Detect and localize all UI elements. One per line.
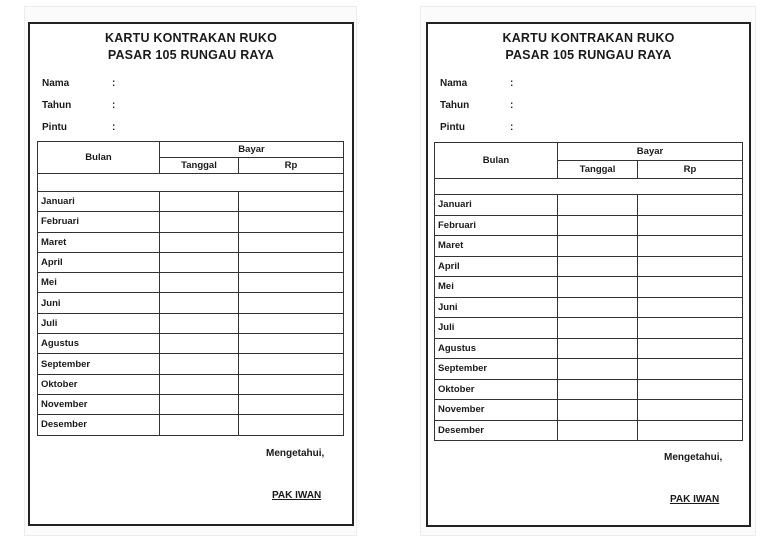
month-cell: Januari (435, 195, 558, 216)
date-cell (160, 273, 239, 293)
acknowledged-label: Mengetahui, (664, 452, 723, 463)
date-cell (558, 318, 638, 339)
date-cell (558, 359, 638, 380)
date-cell (160, 334, 239, 354)
month-cell: Maret (38, 232, 160, 252)
signatory-name (670, 494, 719, 505)
amount-cell (638, 215, 743, 236)
amount-cell (638, 195, 743, 216)
month-cell: Maret (435, 236, 558, 257)
month-cell: Oktober (38, 374, 160, 394)
month-cell: Desember (435, 420, 558, 441)
pay-header: Bayar (160, 142, 344, 158)
amount-cell (239, 334, 344, 354)
date-cell (160, 374, 239, 394)
month-row (38, 415, 344, 435)
spacer-row (38, 174, 344, 192)
amount-cell (638, 256, 743, 277)
month-row (38, 232, 344, 252)
month-row (38, 273, 344, 293)
field-year-label: Tahun (440, 100, 470, 111)
date-cell (558, 215, 638, 236)
spacer-row (435, 179, 743, 195)
month-row (38, 192, 344, 212)
month-cell: Mei (38, 273, 160, 293)
card-title-line1: KARTU KONTRAKAN RUKO (104, 31, 278, 45)
amount-cell (638, 379, 743, 400)
amount-cell (638, 338, 743, 359)
month-row (435, 338, 743, 359)
month-cell: September (435, 359, 558, 380)
amount-cell (638, 420, 743, 441)
date-cell (160, 212, 239, 232)
date-cell (558, 297, 638, 318)
month-row (435, 277, 743, 298)
month-cell: Agustus (435, 338, 558, 359)
field-name-label: Nama (440, 78, 468, 89)
month-row (435, 297, 743, 318)
field-name (42, 78, 116, 89)
date-cell (558, 236, 638, 257)
month-cell: September (38, 354, 160, 374)
amount-cell (239, 232, 344, 252)
field-door-colon: : (112, 122, 116, 133)
signatory-name-text: PAK IWAN (670, 494, 720, 505)
field-door-label: Pintu (42, 122, 67, 133)
amount-cell (239, 252, 344, 272)
amount-cell (239, 313, 344, 333)
payment-table (434, 142, 743, 441)
month-cell: Juni (435, 297, 558, 318)
month-cell: Juli (435, 318, 558, 339)
field-name-colon: : (510, 78, 514, 89)
month-header: Bulan (435, 143, 558, 179)
month-cell: Juli (38, 313, 160, 333)
field-year-colon: : (112, 100, 116, 111)
date-cell (558, 195, 638, 216)
month-row (435, 379, 743, 400)
month-cell: April (435, 256, 558, 277)
month-header: Bulan (38, 142, 160, 174)
month-row (38, 374, 344, 394)
amount-cell (239, 374, 344, 394)
field-name-label: Nama (42, 78, 70, 89)
date-cell (160, 192, 239, 212)
month-row (435, 359, 743, 380)
month-cell: November (435, 400, 558, 421)
date-header: Tanggal (160, 158, 239, 174)
field-name-colon: : (112, 78, 116, 89)
month-row (38, 313, 344, 333)
amount-cell (638, 277, 743, 298)
date-cell (160, 293, 239, 313)
signatory-name-text: PAK IWAN (272, 490, 322, 501)
date-cell (558, 277, 638, 298)
field-name (440, 78, 514, 89)
amount-cell (239, 293, 344, 313)
card-title-line2: PASAR 105 RUNGAU RAYA (505, 48, 672, 62)
month-cell: Februari (435, 215, 558, 236)
month-cell: Agustus (38, 334, 160, 354)
month-cell: Februari (38, 212, 160, 232)
acknowledged-label: Mengetahui, (266, 448, 325, 459)
date-cell (160, 313, 239, 333)
amount-cell (638, 236, 743, 257)
field-year (42, 100, 116, 111)
amount-cell (638, 318, 743, 339)
amount-header: Rp (638, 161, 743, 179)
amount-cell (638, 400, 743, 421)
field-year (440, 100, 514, 111)
month-row (38, 293, 344, 313)
amount-cell (239, 192, 344, 212)
rental-card-left (28, 22, 354, 526)
amount-cell (239, 273, 344, 293)
field-year-colon: : (510, 100, 514, 111)
amount-cell (239, 354, 344, 374)
date-cell (558, 338, 638, 359)
month-row (435, 420, 743, 441)
amount-cell (239, 415, 344, 435)
month-row (38, 394, 344, 414)
month-row (38, 354, 344, 374)
amount-cell (239, 394, 344, 414)
amount-cell (638, 297, 743, 318)
date-cell (558, 256, 638, 277)
amount-cell (239, 212, 344, 232)
date-cell (558, 400, 638, 421)
month-row (435, 195, 743, 216)
month-cell: April (38, 252, 160, 272)
month-cell: Juni (38, 293, 160, 313)
date-cell (558, 420, 638, 441)
date-cell (160, 354, 239, 374)
month-cell: Oktober (435, 379, 558, 400)
month-row (38, 334, 344, 354)
field-door-label: Pintu (440, 122, 465, 133)
month-cell: Januari (38, 192, 160, 212)
card-title-line1: KARTU KONTRAKAN RUKO (502, 31, 675, 45)
amount-header: Rp (239, 158, 344, 174)
month-cell: Mei (435, 277, 558, 298)
field-door (440, 122, 514, 133)
month-row (435, 215, 743, 236)
date-header: Tanggal (558, 161, 638, 179)
month-row (38, 212, 344, 232)
date-cell (160, 394, 239, 414)
date-cell (160, 232, 239, 252)
card-title-line2: PASAR 105 RUNGAU RAYA (107, 48, 275, 62)
month-row (435, 318, 743, 339)
pay-header: Bayar (558, 143, 743, 161)
field-door (42, 122, 116, 133)
date-cell (558, 379, 638, 400)
date-cell (160, 415, 239, 435)
month-row (435, 236, 743, 257)
payment-table (37, 141, 344, 436)
month-row (435, 400, 743, 421)
amount-cell (638, 359, 743, 380)
month-cell: Desember (38, 415, 160, 435)
field-door-colon: : (510, 122, 514, 133)
month-row (38, 252, 344, 272)
signatory-name (272, 490, 321, 501)
rental-card-right (426, 22, 751, 527)
field-year-label: Tahun (42, 100, 72, 111)
month-row (435, 256, 743, 277)
month-cell: November (38, 394, 160, 414)
date-cell (160, 252, 239, 272)
